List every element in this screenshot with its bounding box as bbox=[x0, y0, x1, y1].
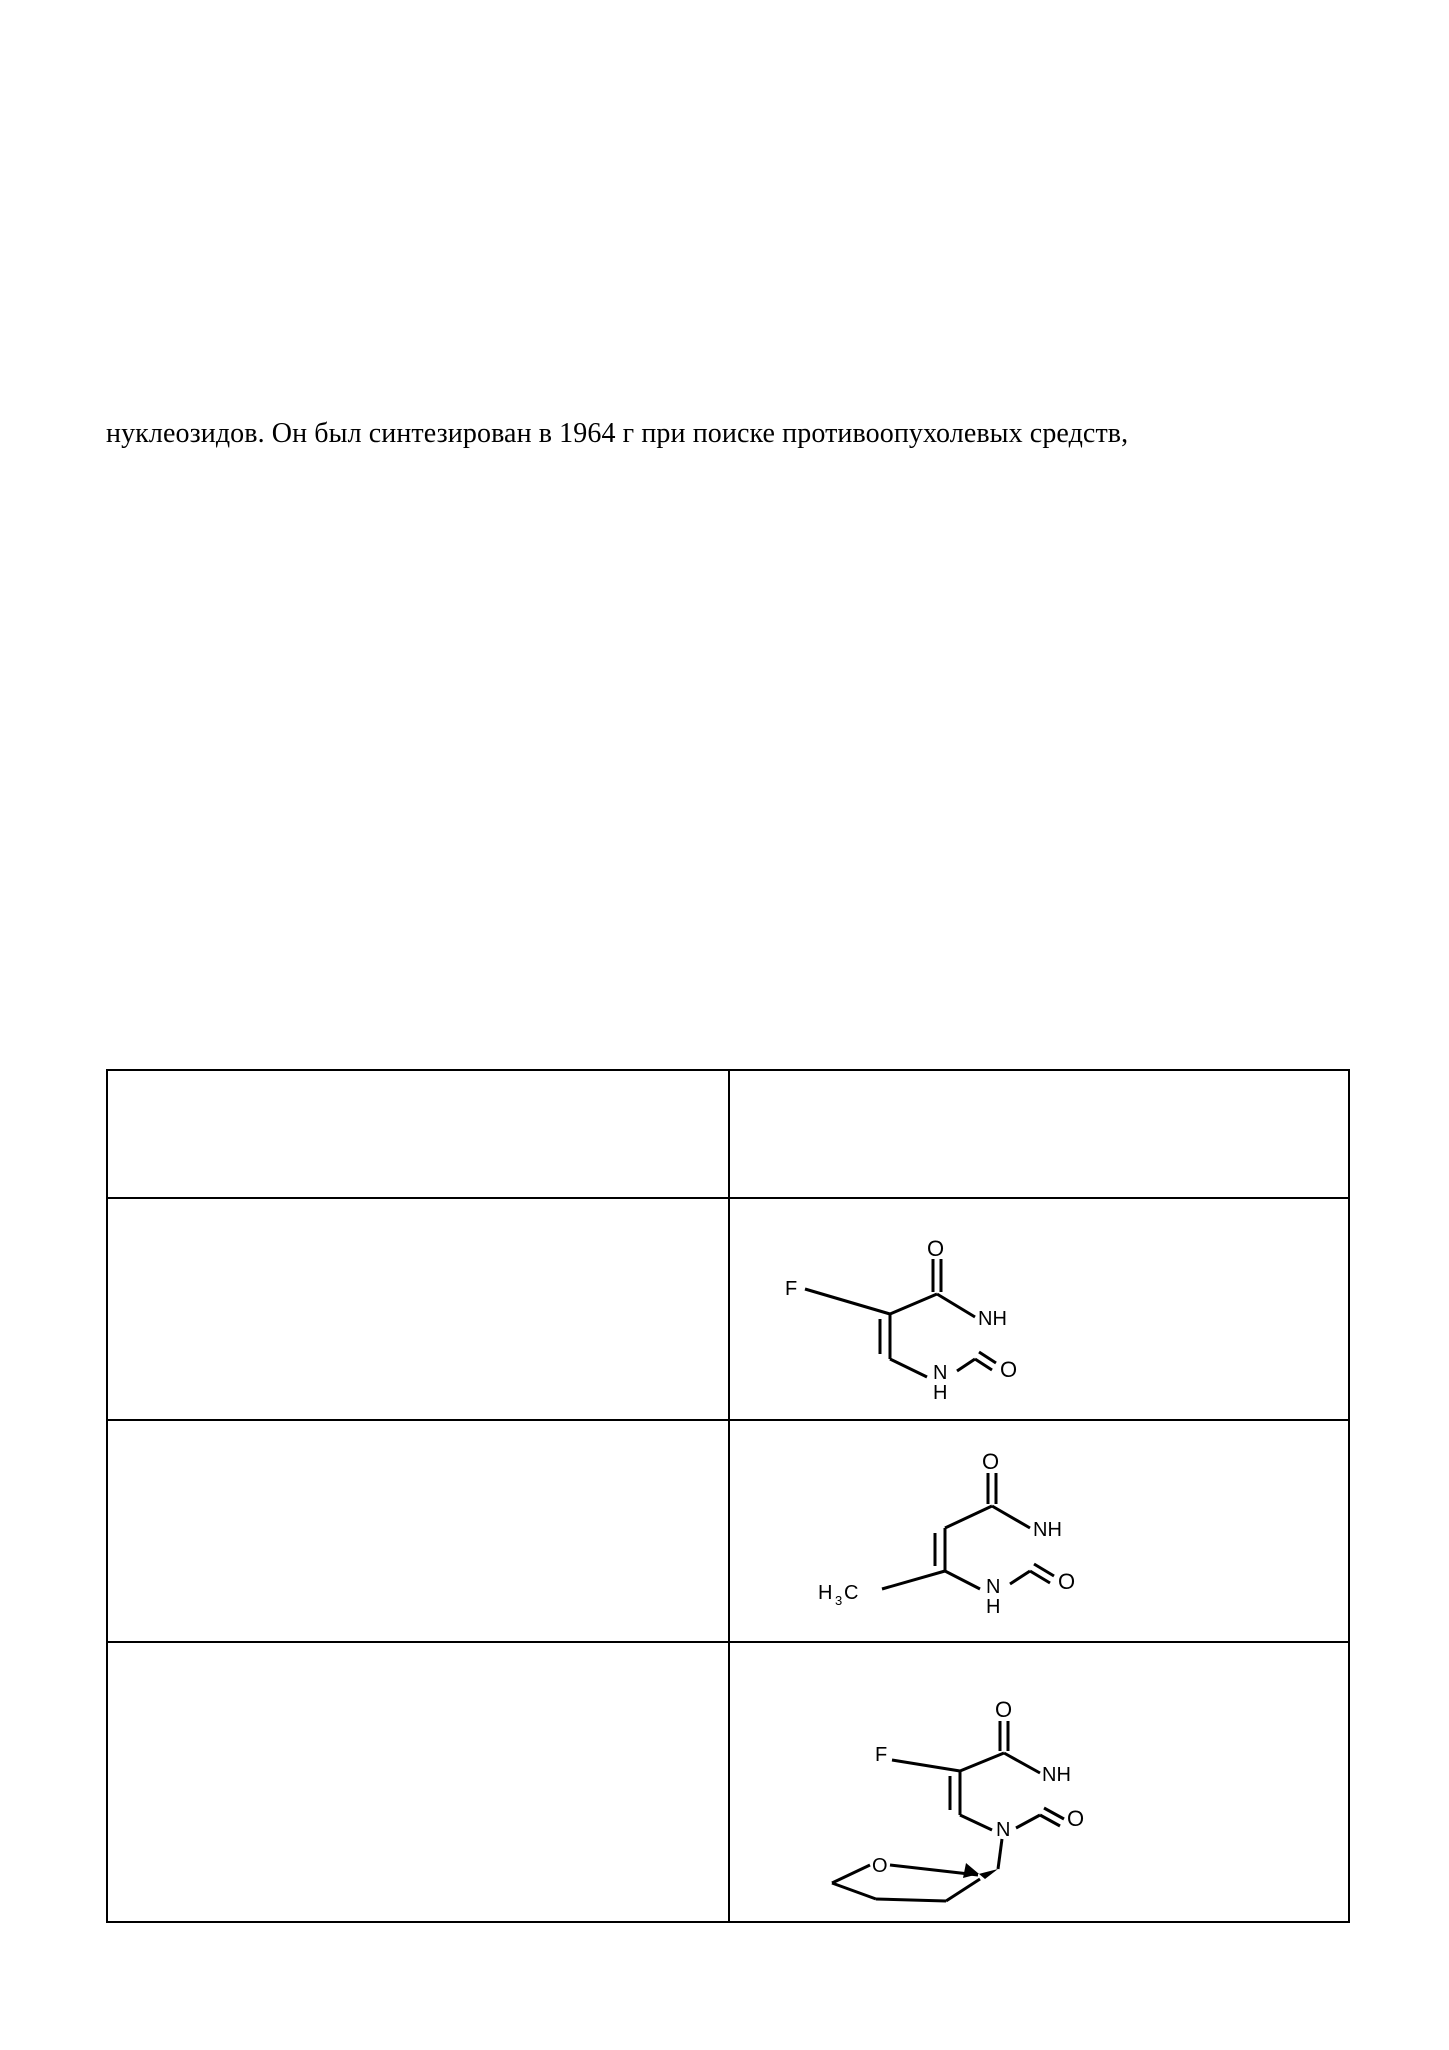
atom-label: NH bbox=[1033, 1519, 1062, 1541]
table-cell-structure bbox=[729, 1198, 1349, 1420]
fluorouracil-structure-image bbox=[730, 1199, 1350, 1419]
table-cell-structure bbox=[729, 1420, 1349, 1642]
atom-label: O bbox=[872, 1855, 888, 1877]
atom-label: 3 bbox=[835, 1593, 843, 1608]
atom-label: H bbox=[818, 1582, 833, 1604]
atom-label: O bbox=[1058, 1569, 1076, 1594]
atom-label: N bbox=[933, 1362, 948, 1384]
table-cell-structure bbox=[729, 1642, 1349, 1922]
paragraph-line: нуклеозидов. Он был синтезирован в 1964 г при поиске противоопухолевых средств, bbox=[106, 418, 1129, 449]
atom-label: H bbox=[986, 1596, 1001, 1618]
atom-label: C bbox=[844, 1582, 859, 1604]
atom-label: O bbox=[1067, 1806, 1085, 1831]
atom-label: H bbox=[933, 1382, 948, 1404]
table-row bbox=[107, 1070, 1349, 1198]
table-row bbox=[107, 1420, 1349, 1642]
atom-label: F bbox=[785, 1278, 798, 1300]
atom-label: N bbox=[986, 1576, 1001, 1598]
atom-label: O bbox=[927, 1236, 945, 1261]
table-cell-structure bbox=[729, 1070, 1349, 1198]
structures-table bbox=[106, 1069, 1350, 1923]
table-row bbox=[107, 1642, 1349, 1922]
atom-label: O bbox=[982, 1449, 1000, 1474]
table-cell-name bbox=[107, 1198, 729, 1420]
atom-label: O bbox=[995, 1697, 1013, 1722]
methyluracil-structure-image bbox=[730, 1421, 1350, 1641]
atom-label: N bbox=[996, 1819, 1011, 1841]
table-row bbox=[107, 1198, 1349, 1420]
table-cell-name bbox=[107, 1642, 729, 1922]
table-cell-name bbox=[107, 1420, 729, 1642]
atom-label: O bbox=[1000, 1357, 1018, 1382]
atom-label: NH bbox=[1042, 1764, 1071, 1786]
atom-label: F bbox=[875, 1744, 888, 1766]
table-cell-name bbox=[107, 1070, 729, 1198]
atom-label: NH bbox=[978, 1308, 1007, 1330]
tegafur-structure-image bbox=[730, 1643, 1350, 1921]
